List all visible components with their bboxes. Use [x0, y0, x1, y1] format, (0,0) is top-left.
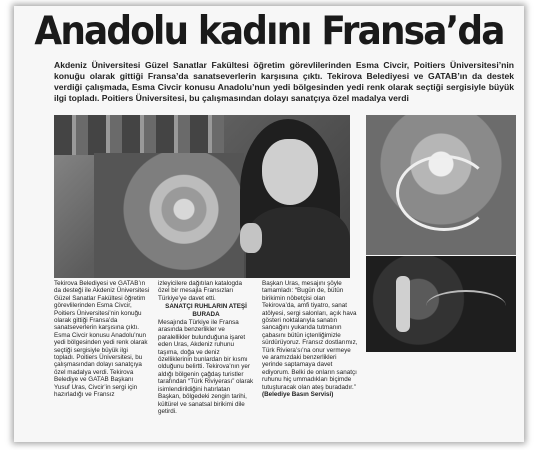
artist-hand: [240, 223, 262, 253]
spiral-painting: [94, 153, 244, 278]
column-1-text: Tekirova Belediyesi ve GATAB’ın da desteği ile Akdeniz Üniversitesi Güzel Sanatlar Fakültesi öğretim görevlilerinden Esma Civcir, Poitiers Üniversitesi’nin konuğu olarak gittiği Fransa’da sanatseverlerin karşısına çıktı. Esma Civcir konusu Anadolu’nun yedi bölgesinden yedi renk olarak seçtiği sergisiyle büyük ilgi topladı. Poitiers Üniversitesi, bu çalışmasından dolayı sanatçıya özel madalya verdi. Tekirova Belediye ve GATAB Başkanı Yusuf Uras, Civcir’in sergi için hazırladığı ve Fransız: [54, 280, 150, 399]
painted-wave: [426, 290, 506, 322]
article-column-3: [262, 280, 358, 399]
headline: Anadolu kadını Fransa’da: [34, 9, 504, 54]
artist-face: [262, 139, 318, 205]
column-2-subhead: SANATÇI RUHLARIN ATEŞİ BURADA: [165, 303, 247, 318]
artwork-photo-top: [366, 115, 516, 255]
source-credit: (Belediye Basın Servisi): [262, 391, 334, 399]
column-2-body: Mesajında Türkiye ile Fransa arasında benzerlikler ve paralellikler bulunduğuna işaret eden Uras, Akdeniz ruhunu taşıma, doğa ve deniz özelliklerinin bunlardan bir kısmı olduğunu belirtti. Tekirova’nın yer aldığı bölgenin çağdaş turistler tarafından “Türk Riviyerası” olarak isimlendirildiğini hatırlatan Başkan, bölgedeki zengin tarihi, kültürel ve sanatsal birikimi dile getirdi.: [158, 319, 254, 415]
artwork-shelf: [54, 115, 224, 155]
artwork-photo-bottom: [366, 256, 516, 352]
article-column-2: [158, 280, 254, 415]
column-3-text: Başkan Uras, mesajını şöyle tamamladı: “Bugün de, bütün birikimin nöbetçisi olan Tekirova’da, amfi tiyatro, sanat atölyesi, sergi salonları, açık hava gösteri noktalarıyla sanatın sancağını yukarıda tutmanın çabasını bütün içtenliğimizle sürdürüyoruz. Fransız dostlarımız, Türk Riviera’sı’na onur vermeye ve aramızdaki benzerlikleri yerinde saptamaya davet ediyorum. Belki de onların sanatçı ruhunu hiç ummadıkları biçimde tutuşturacak olan ateş buradadır.”: [262, 280, 358, 391]
artist-photo: [54, 115, 350, 278]
painted-figure: [396, 276, 410, 332]
newspaper-clipping: [14, 6, 524, 442]
article-column-1: [54, 280, 150, 399]
swirl-shape: [396, 155, 492, 231]
column-2-intro: izleyicilere dağıtılan katalogda özel bir mesajla Fransızları Türkiye’ye davet etti.: [158, 280, 243, 302]
lead-paragraph: Akdeniz Üniversitesi Güzel Sanatlar Fakültesi öğretim görevlilerinden Esma Civcir, Poitiers Üniversitesi’nin konuğu olarak gittiği Fransa’da sanatseverlerin karşısına çıktı. Tekirova Belediyesi ve GATAB’ın da destek verdiği çalışmada, Esma Civcir konusu Anadolu’nun yedi bölgesinden yedi renk olarak seçtiği sergisiyle büyük ilgi topladı. Poitiers Üniversitesi, bu çalışmasından dolayı sanatçıya özel madalya verdi: [54, 60, 514, 103]
